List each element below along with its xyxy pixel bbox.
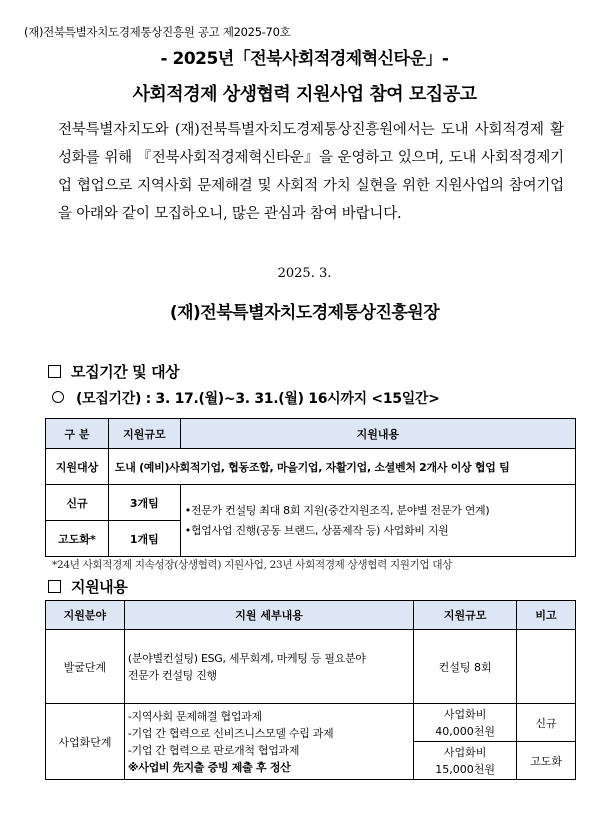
support-content-line: •전문가 컨설팅 최대 8회 지원(중간지원조직, 분야별 전문가 연계) — [184, 503, 490, 517]
stage-commercialization-detail — [124, 704, 413, 780]
stage-discovery-scale: 컨설팅 8회 — [414, 630, 517, 704]
detail-line: -기업 간 협력으로 판로개척 협업과제 — [127, 743, 300, 757]
detail-line: ※사업비 先지출 증빙 제출 후 정산 — [127, 760, 291, 774]
recruitment-period-text: (모집기간) : 3. 17.(월)~3. 31.(월) 16시까지 <15일간> — [76, 391, 440, 407]
row-scale-advanced: 1개팀 — [108, 521, 180, 557]
section-2-heading — [48, 576, 127, 597]
detail-line: (분야별컨설팅) ESG, 세무회계, 마케팅 등 필요분야 — [127, 651, 366, 665]
row-type-new: 신규 — [46, 485, 109, 521]
detail-line: 전문가 컨설팅 진행 — [127, 668, 217, 682]
header-category: 구 분 — [46, 419, 109, 449]
support-content-line: •협업사업 진행(공동 브랜드, 상품제작 등) 사업화비 지원 — [184, 523, 449, 537]
checkbox-square-icon — [48, 365, 61, 378]
stage-commercialization-note-advanced: 고도화 — [517, 742, 576, 780]
scale-label: 사업화비 — [443, 707, 487, 721]
stage-commercialization-note-new: 신규 — [517, 704, 576, 742]
target-value: 도내 (예비)사회적기업, 협동조합, 마을기업, 자활기업, 소셜벤처 2개사 이상 협업 팀 — [108, 449, 575, 485]
header-content: 지원내용 — [180, 419, 575, 449]
stage-commercialization-scale-new — [414, 704, 517, 742]
support-details-table — [45, 600, 576, 780]
support-content — [180, 485, 575, 557]
section-1-title: 모집기간 및 대상 — [71, 363, 180, 381]
stage-discovery: 발굴단계 — [46, 630, 125, 704]
row-type-advanced: 고도화* — [46, 521, 109, 557]
header-remark: 비고 — [517, 601, 576, 630]
body-paragraph: 전북특별자치도와 (재)전북특별자치도경제통상진흥원에서는 도내 사회적경제 활성화를 위해 『전북사회적경제혁신타운』을 운영하고 있으며, 도내 사회적경제기업 협업으로 지역사회 문제해결 및 사회적 가치 실현을 위한 지원사업의 참여기업을 아래와 같이 모집하오니, 많은 관심과 참여 바랍니다. — [58, 122, 564, 222]
row-scale-new: 3개팀 — [108, 485, 180, 521]
scale-amount: 15,000천원 — [435, 762, 496, 776]
organization-name: (재)전북특별자치도경제통상진흥원장 — [169, 303, 440, 323]
section-1-heading — [48, 361, 179, 382]
stage-commercialization-scale-advanced — [414, 742, 517, 780]
notice-date: 2025. 3. — [277, 266, 332, 281]
header-field: 지원분야 — [46, 601, 125, 630]
title-line-1: - 2025년「전북사회적경제혁신타운」- — [160, 49, 449, 69]
checkbox-square-icon — [48, 580, 61, 593]
header-scale: 지원규모 — [108, 419, 180, 449]
stage-discovery-note — [517, 630, 576, 704]
notice-reference: (재)전북특별자치도경제통상진흥원 공고 제2025-70호 — [24, 25, 291, 39]
footnote: *24년 사회적경제 지속성장(상생협력) 지원사업, 23년 사회적경제 상생협력 지원기업 대상 — [52, 559, 453, 571]
stage-discovery-detail — [124, 630, 413, 704]
title-line-2: 사회적경제 상생협력 지원사업 참여 모집공고 — [132, 84, 477, 105]
recruitment-table — [45, 418, 576, 557]
scale-label: 사업화비 — [443, 745, 487, 759]
section-2-title: 지원내용 — [71, 578, 128, 596]
header-detail: 지원 세부내용 — [124, 601, 413, 630]
stage-commercialization: 사업화단계 — [46, 704, 125, 780]
target-label: 지원대상 — [46, 449, 109, 485]
header-scale: 지원규모 — [414, 601, 517, 630]
detail-line: -지역사회 문제해결 협업과제 — [127, 709, 262, 723]
detail-line: -기업 간 협력으로 신비즈니스모델 수립 과제 — [127, 726, 334, 740]
recruitment-period — [52, 388, 440, 408]
circle-bullet-icon — [52, 391, 64, 403]
scale-amount: 40,000천원 — [435, 724, 496, 738]
